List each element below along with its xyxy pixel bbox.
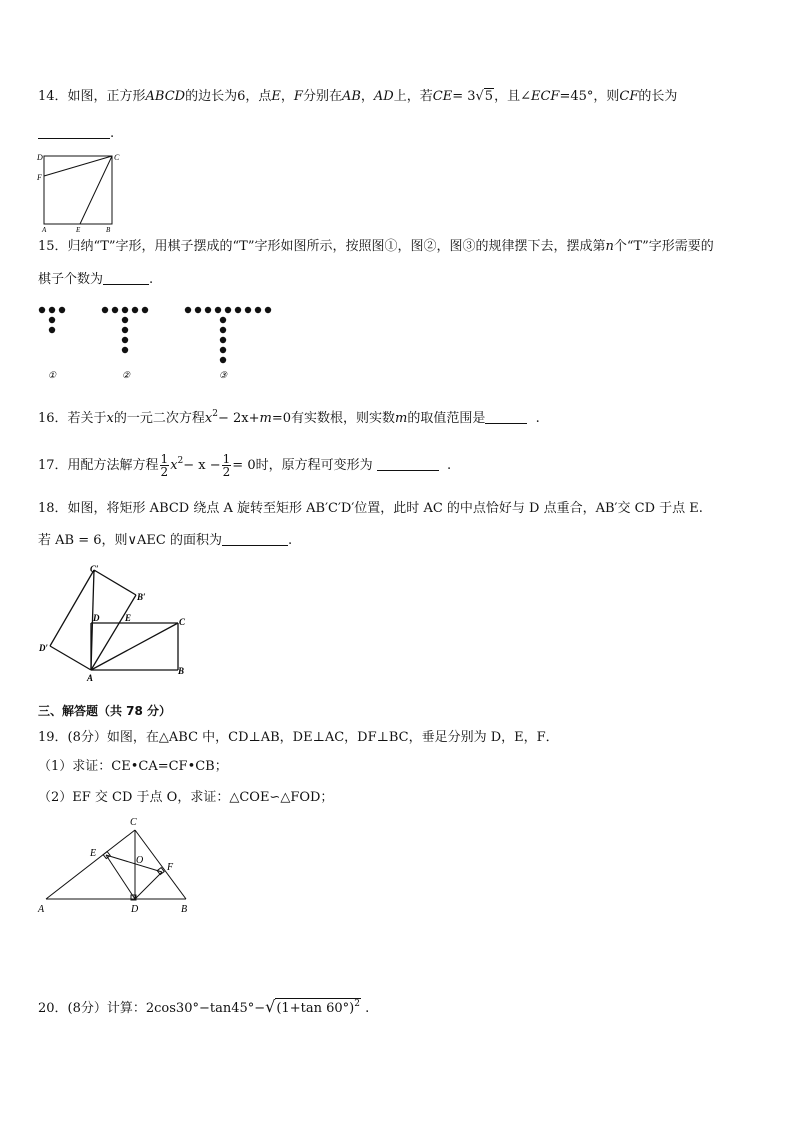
label-A: A (38, 904, 45, 915)
label-D: D (37, 153, 43, 162)
label-B: B (106, 226, 111, 234)
label-D: D (93, 613, 100, 623)
q14-square-figure (34, 148, 124, 232)
q15-t-shapes-figure (30, 300, 280, 385)
fig-label-1: ① (48, 370, 57, 380)
label-C: C (130, 817, 137, 828)
label-E: E (90, 848, 97, 859)
label-C: C (114, 153, 120, 162)
answer-blank[interactable] (38, 124, 110, 139)
label-C-prime: C′ (90, 564, 99, 574)
label-E: E (125, 613, 132, 623)
q18-rectangle-figure (36, 562, 196, 684)
label-B: B (178, 666, 185, 676)
q16-text: 16．若关于x的一元二次方程$x^2- 2x+m=0$有实数根，则实数m的取值范围是 . (38, 409, 540, 426)
q17-text: 17．用配方法解方程 $\frac{1}{2}$ $x^2- x$ − $\frac{1}{2}$ = 0时，原方程可变形为 . (38, 452, 452, 479)
q19-text: 19．(8分）如图，在△ABC 中，CD⊥AB，DE⊥AC，DF⊥BC，垂足分别为 D，E，F． (38, 730, 559, 745)
fig-label-3: ③ (219, 370, 228, 380)
label-B-prime: B′ (137, 592, 146, 602)
q14-text: 14．如图，正方形ABCD的边长为6，点E，F分别在AB，AD上，若CE= 3√5，且∠ECF=45°，则CF的长为 (38, 89, 678, 104)
q15-text: 15．归纳“T”字形，用棋子摆成的“T”字形如图所示，按照图①，图②，图③的规律摆下去，摆成第n个“T”字形需要的 (38, 239, 714, 254)
label-C: C (179, 617, 186, 627)
label-F: F (167, 862, 174, 873)
label-O: O (136, 855, 144, 866)
fraction: $\frac{1}{2}$ (222, 452, 231, 479)
fraction: $\frac{1}{2}$ (160, 452, 169, 479)
label-B: B (181, 904, 188, 915)
answer-blank[interactable] (103, 270, 149, 285)
q20-text: 20．(8分）计算：2cos30°−tan45°−√(1+tan 60°)$^2$ . (38, 997, 370, 1016)
t-shape-1 (39, 307, 65, 333)
q19-triangle-figure (34, 812, 204, 918)
fig-label-2: ② (122, 370, 131, 380)
q15-text-line2: 棋子个数为 . (38, 272, 154, 287)
label-A: A (87, 673, 94, 683)
section-heading: 三、解答题（共 78 分） (38, 704, 172, 718)
answer-blank[interactable] (377, 456, 439, 471)
label-D: D (131, 904, 139, 915)
q18-text: 18．如图，将矩形 ABCD 绕点 A 旋转至矩形 AB′C′D′位置，此时 AC 的中点恰好与 D 点重合，AB′交 CD 于点 E. (38, 501, 703, 516)
q14-answer-line: . (38, 124, 114, 143)
t-shape-2 (102, 307, 148, 353)
q19-part1: （1）求证：CE•CA=CF•CB； (38, 759, 228, 774)
q19-part2: （2）EF 交 CD 于点 O，求证：△COE∽△FOD； (38, 790, 334, 805)
label-F: F (37, 173, 42, 182)
label-A: A (42, 226, 47, 234)
label-E: E (76, 226, 81, 234)
t-shape-3 (185, 307, 271, 363)
q18-text-line2: 若 AB = 6，则∨AEC 的面积为 . (38, 533, 293, 548)
answer-blank[interactable] (485, 409, 527, 424)
answer-blank[interactable] (222, 531, 288, 546)
label-D-prime: D′ (39, 643, 49, 653)
